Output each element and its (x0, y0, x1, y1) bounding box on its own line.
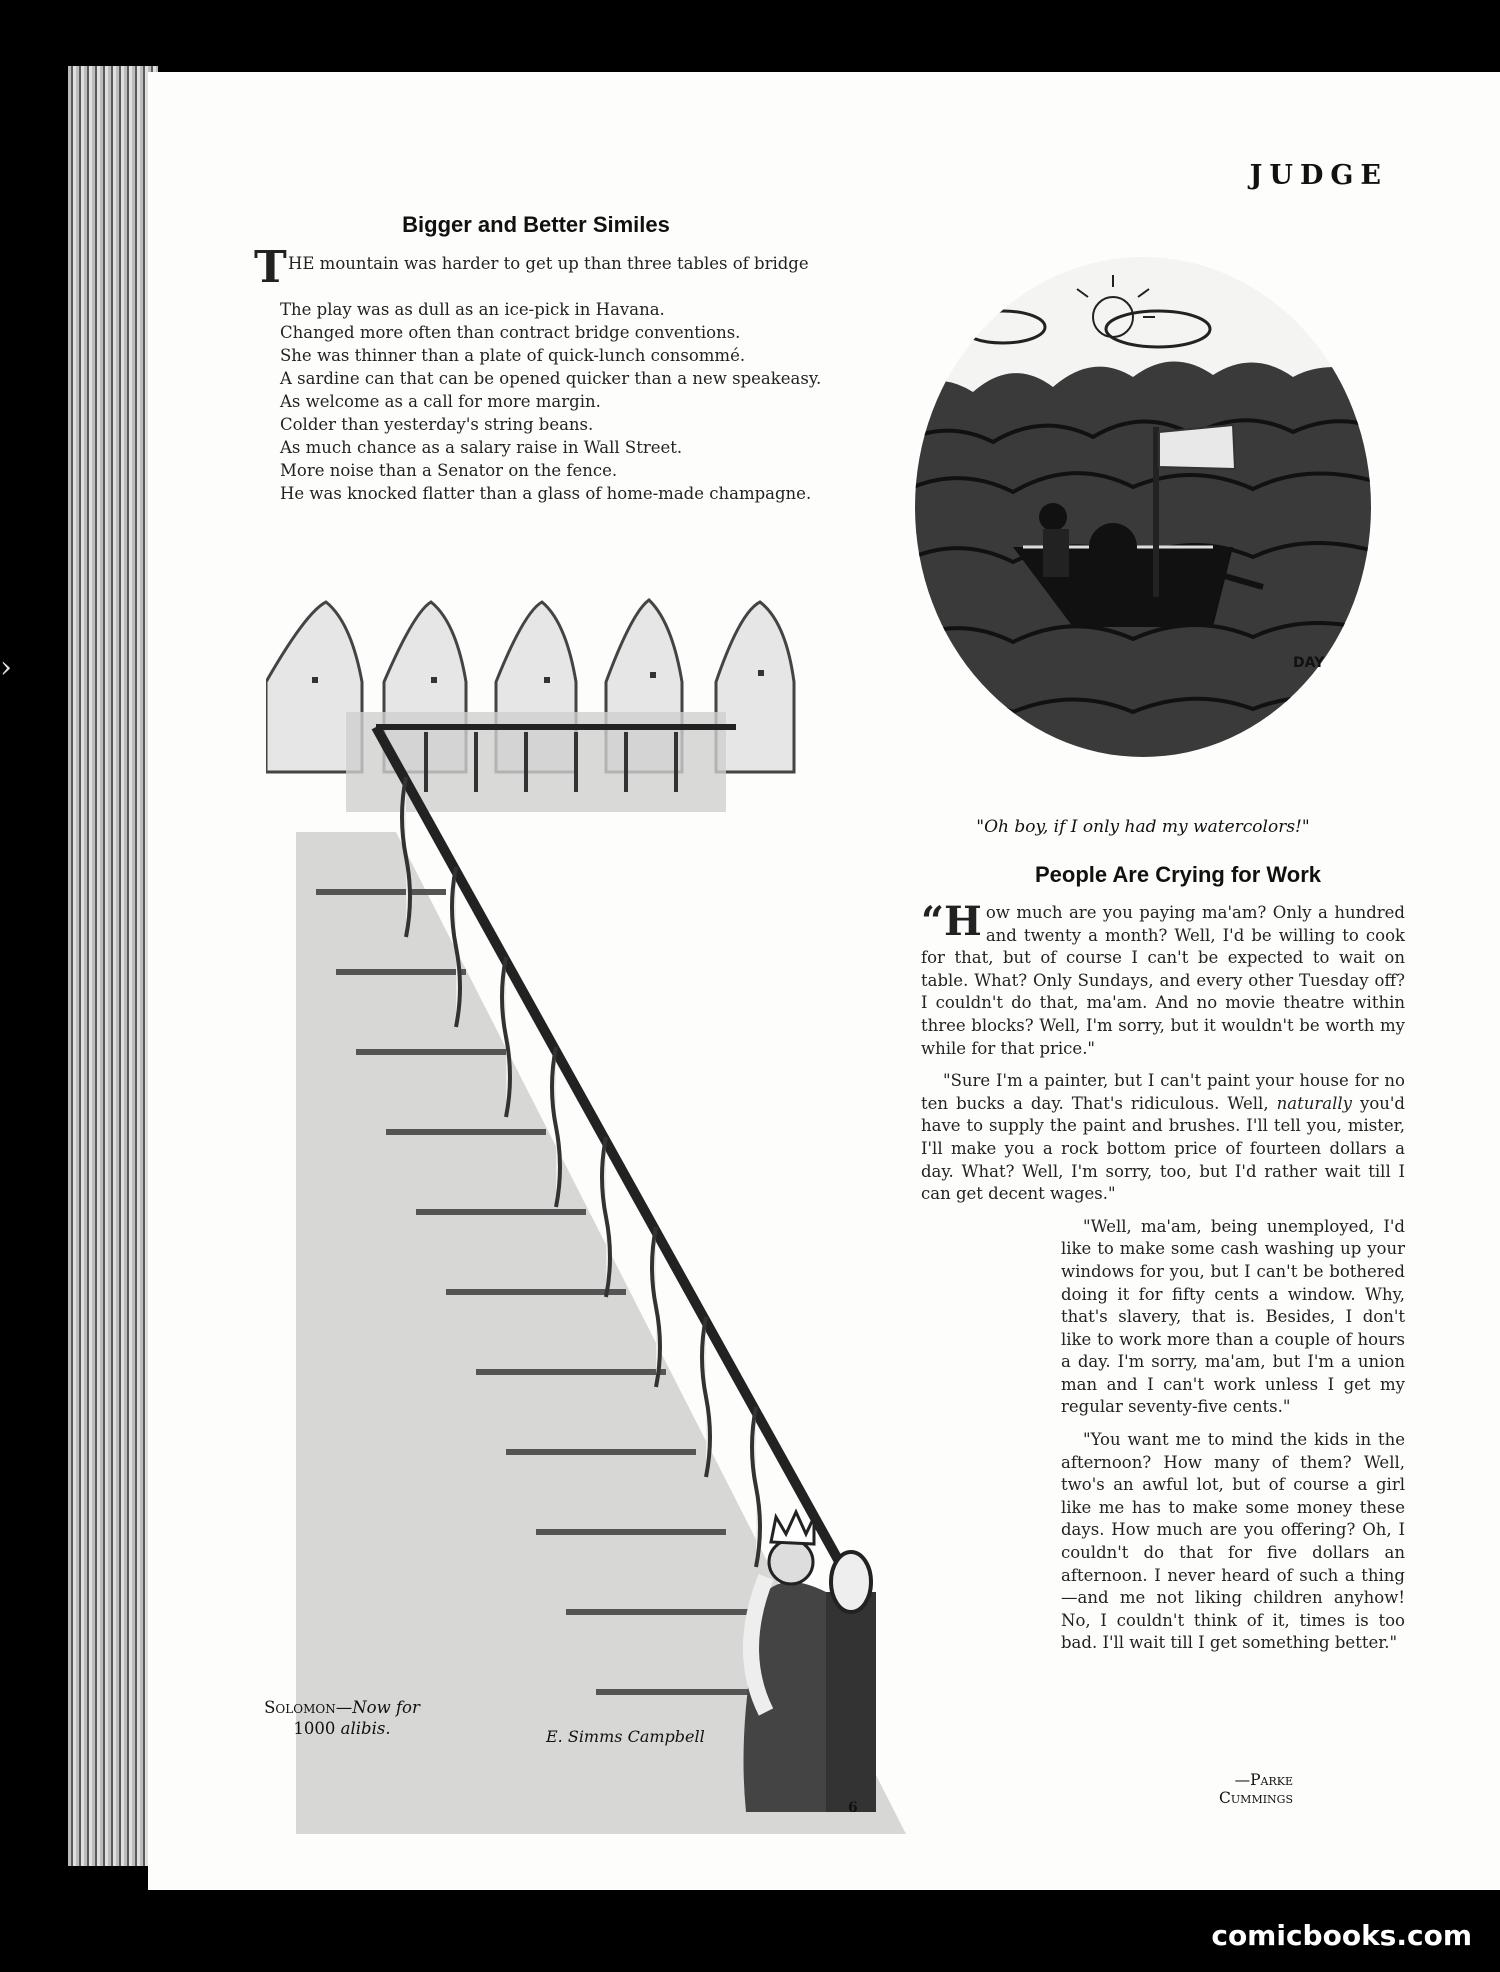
similes-line: As welcome as a call for more margin. (280, 392, 601, 411)
dropcap-rest: HE (288, 254, 315, 273)
work-p1: ow much are you paying ma'am? Only a hundred and twenty a month? Well, I'd be willing to cook for that, but of course I can't be expected to wait on table. What? Only Sundays, and every other Tuesday off? I couldn't do that, ma'am. And no movie theatre within three blocks? Well, I'm sorry, but it wouldn't be worth my while for that price." (921, 903, 1405, 1058)
work-paragraph: "Well, ma'am, being unemployed, I'd like to make some cash washing up your windows for you, but I can't be bothered doing it for fifty cents a window. Why, that's slavery, that is. Besides, I don't like to work more than a couple of hours a day. I'm sorry, ma'am, but I'm a union man and I can't work unless I get my regular seventy-five cents." (1061, 1216, 1405, 1417)
watermark: comicbooks.com (1211, 1919, 1472, 1952)
similes-line: Changed more often than contract bridge conventions. (280, 323, 741, 342)
similes-line: As much chance as a salary raise in Wall Street. (280, 438, 683, 457)
similes-first-line: mountain was harder to get up than three tables of bridge (314, 254, 809, 273)
work-title: People Are Crying for Work (1034, 862, 1322, 887)
attribution: —Parke Cummings (1219, 1771, 1293, 1807)
similes-article (254, 242, 856, 505)
caption-italic: alibis. (340, 1719, 391, 1738)
similes-line: More noise than a Senator on the fence. (280, 461, 618, 480)
similes-line: She was thinner than a plate of quick-lunch consommé. (280, 346, 746, 365)
dropcap: T (254, 242, 287, 293)
magazine-page (148, 72, 1500, 1890)
boat-cartoon (893, 247, 1393, 873)
caption-number: 1000 (293, 1719, 336, 1738)
similes-line: The play was as dull as an ice-pick in Havana. (280, 300, 665, 319)
stair-signature: E. Simms Campbell (546, 1727, 705, 1746)
solomon-caption (252, 1697, 432, 1739)
work-article (921, 898, 1405, 1665)
page-number: 6 (848, 1800, 858, 1816)
book-page-edges (68, 66, 158, 1866)
work-paragraph: "You want me to mind the kids in the afternoon? How many of them? Well, two's an awful lot, but of course a girl like me has to make some money these days. How much are you offering? Oh, I couldn't do that for five dollars an afternoon. I never heard of such a thing—and me not liking children anyhow! No, I couldn't think of it, times is too bad. I'll wait till I get something better." (1061, 1430, 1405, 1653)
similes-line: A sardine can that can be opened quicker than a new speakeasy. (280, 369, 822, 388)
staircase-cartoon (266, 592, 906, 1834)
similes-line: He was knocked flatter than a glass of home-made champagne. (280, 484, 812, 503)
similes-line (254, 242, 856, 298)
work-p2-rest: you'd have to supply the paint and brushes. I'll tell you, mister, I'll make you a rock bottom price of fourteen dollars a day. What? Well, I'm sorry, too, but I'd rather wait till I can get decent wages." (921, 1093, 1405, 1204)
similes-line: Colder than yesterday's string beans. (280, 415, 594, 434)
similes-title: Bigger and Better Similes (402, 212, 670, 237)
work-paragraph (921, 1070, 1405, 1206)
binding-mark: › (0, 650, 12, 685)
caption-name: Solomon (264, 1698, 336, 1717)
masthead: JUDGE (1249, 160, 1388, 191)
work-p2: "Sure I'm a painter, but I can't paint your house for no ten bucks a day. That's ridiculous. Well, (921, 1071, 1405, 1113)
dropcap: “H (921, 898, 982, 945)
boat-caption: "Oh boy, if I only had my watercolors!" (976, 817, 1310, 837)
caption-rest: —Now for (335, 1698, 420, 1717)
work-p2-italic: naturally (1276, 1093, 1352, 1113)
work-paragraph (921, 898, 1405, 1060)
boat-signature: DAY (1293, 655, 1325, 671)
